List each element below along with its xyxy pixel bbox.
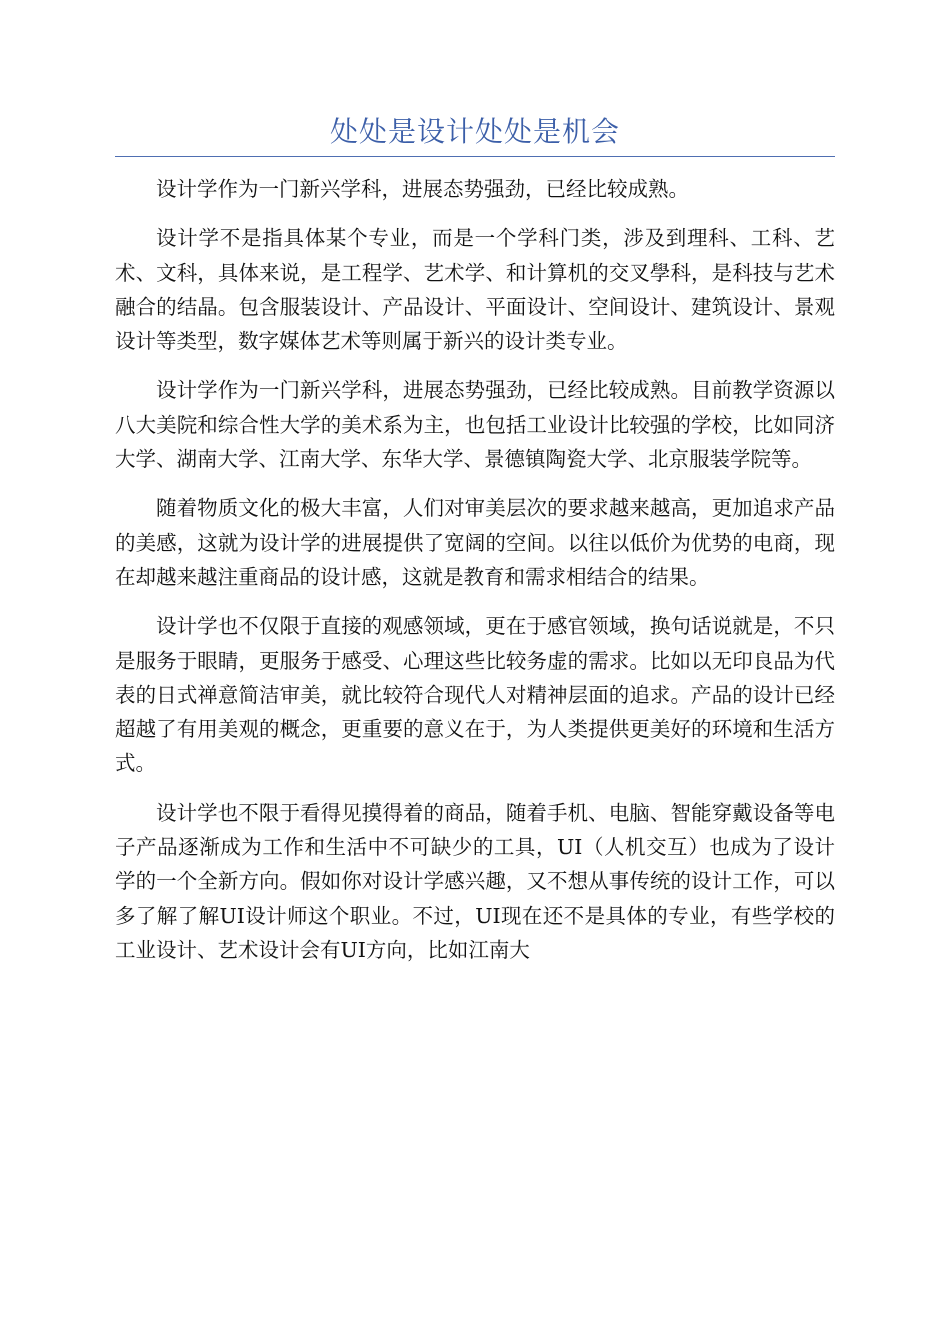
- document-body: [115, 172, 835, 982]
- paragraph-1: 设计学作为一门新兴学科，进展态势强劲，已经比较成熟。: [156, 177, 689, 201]
- paragraph-3: 设计学作为一门新兴学科，进展态势强劲，已经比较成熟。目前教学资源以八大美院和综合性大学的美术系为主，也包括工业设计比较强的学校，比如同济大学、湖南大学、江南大学、东华大学、景德镇陶瓷大学、北京服装学院等。: [115, 378, 835, 472]
- document-title: 处处是设计处处是机会: [329, 115, 620, 148]
- paragraph-6: 设计学也不限于看得见摸得着的商品，随着手机、电脑、智能穿戴设备等电子产品逐渐成为工作和生活中不可缺少的工具，UI（人机交互）也成为了设计学的一个全新方向。假如你对设计学感兴趣，又不想从事传统的设计工作，可以多了解了解UI设计师这个职业。不过，UI现在还不是具体的专业，有些学校的工业设计、艺术设计会有UI方向，比如江南大: [115, 800, 835, 962]
- paragraph-2: 设计学不是指具体某个专业，而是一个学科门类，涉及到理科、工科、艺术、文科，具体来说，是工程学、艺术学、和计算机的交叉學科，是科技与艺术融合的结晶。包含服装设计、产品设计、平面设计、空间设计、建筑设计、景观设计等类型，数字媒体艺术等则属于新兴的设计类专业。: [115, 226, 835, 354]
- title-block: [115, 112, 835, 157]
- paragraph-5: 设计学也不仅限于直接的观感领域，更在于感官领域，换句话说就是，不只是服务于眼睛，更服务于感受、心理这些比较务虚的需求。比如以无印良品为代表的日式禅意简洁审美，就比较符合现代人对精神层面的追求。产品的设计已经超越了有用美观的概念，更重要的意义在于，为人类提供更美好的环境和生活方式。: [115, 614, 835, 776]
- paragraph-4: 随着物质文化的极大丰富，人们对审美层次的要求越来越高，更加追求产品的美感，这就为设计学的进展提供了宽阔的空间。以往以低价为优势的电商，现在却越来越注重商品的设计感，这就是教育和需求相结合的结果。: [115, 496, 835, 589]
